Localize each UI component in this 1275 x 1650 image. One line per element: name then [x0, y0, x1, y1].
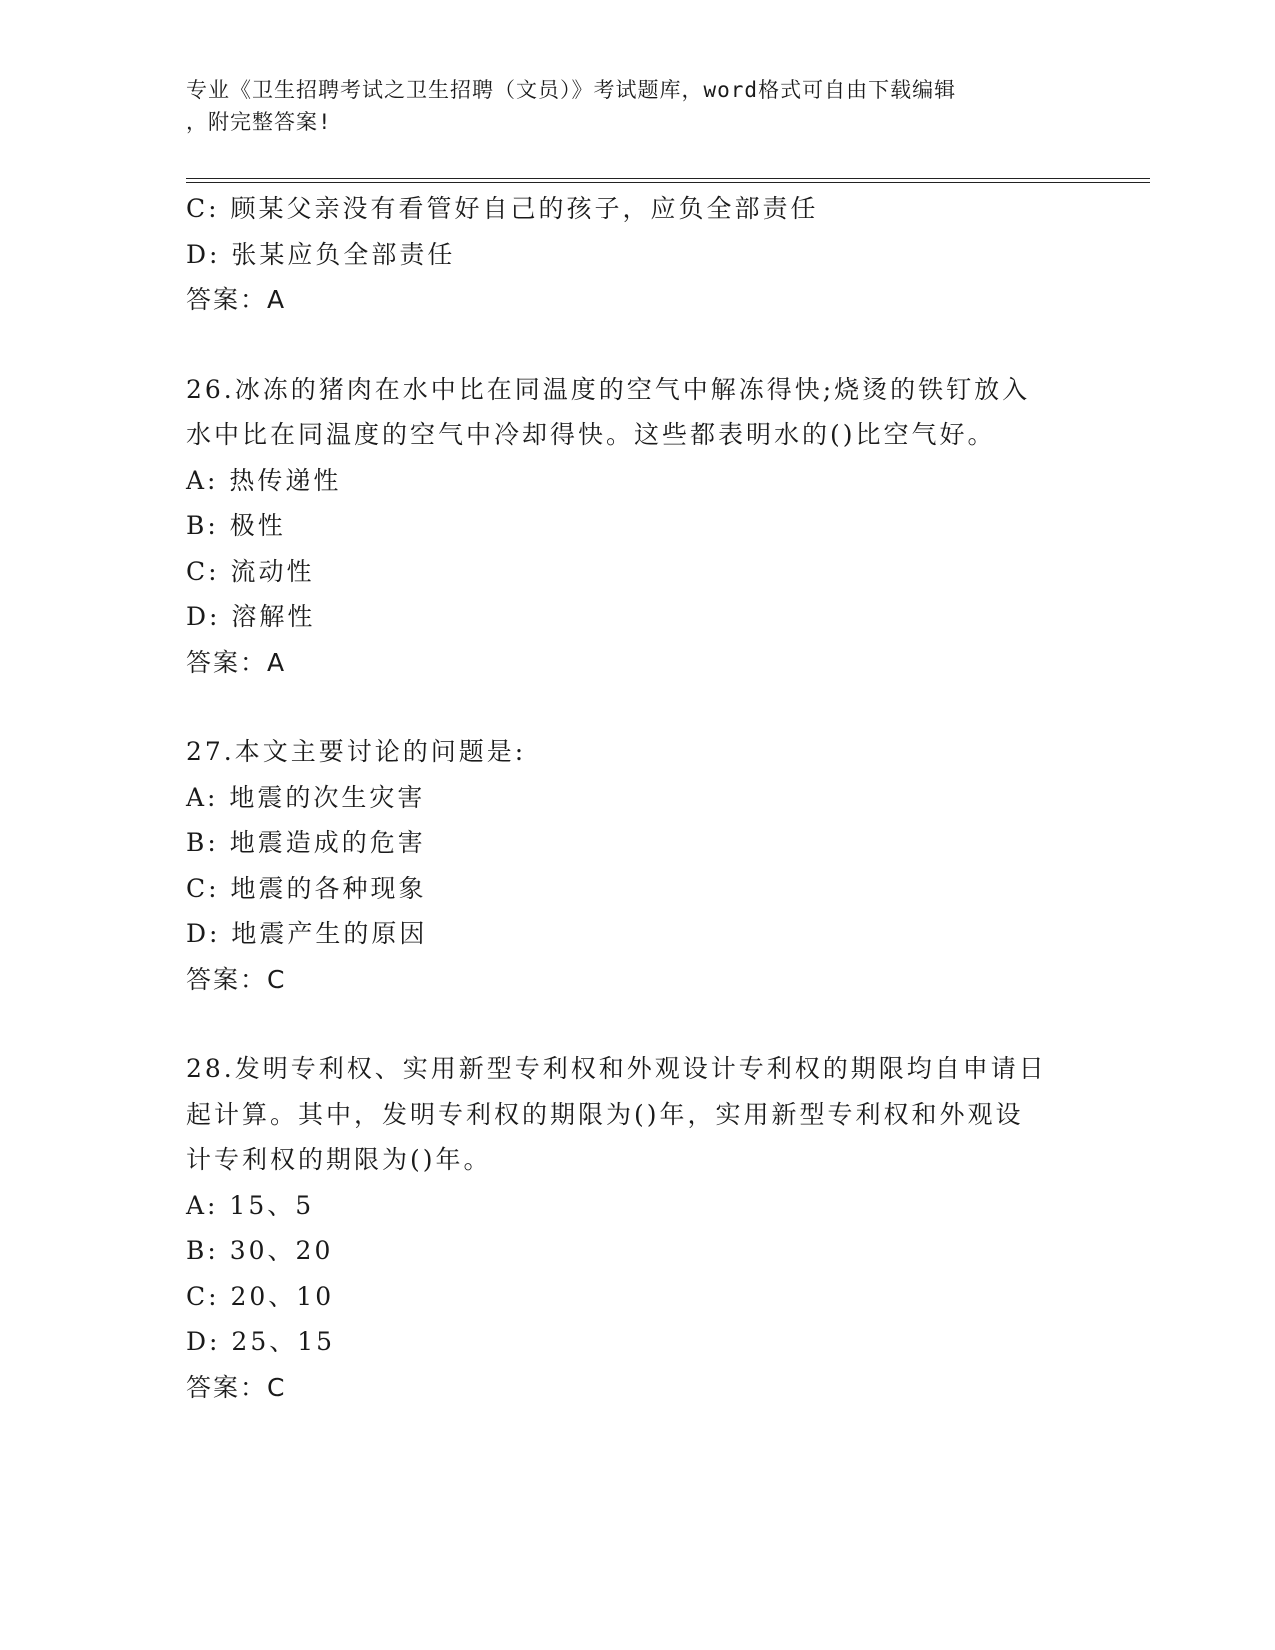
header-divider-top — [186, 178, 1150, 179]
question-text-line: 水中比在同温度的空气中冷却得快。这些都表明水的()比空气好。 — [186, 420, 996, 449]
question-text-line: 28.发明专利权、实用新型专利权和外观设计专利权的期限均自申请日 — [186, 1054, 1047, 1083]
document-header — [186, 74, 1066, 138]
option-a: A: 热传递性 — [186, 465, 342, 495]
option-d: D: 溶解性 — [186, 602, 316, 631]
question-28 — [186, 1046, 1086, 1410]
question-list — [186, 186, 1086, 1410]
spacer — [186, 685, 1086, 729]
option-a: A: 地震的次生灾害 — [186, 782, 426, 812]
spacer — [186, 323, 1086, 367]
question-27 — [186, 729, 1086, 1002]
previous-question-tail — [186, 186, 1086, 323]
answer-line: 答案：C — [186, 964, 287, 994]
option-b: B: 地震造成的危害 — [186, 828, 426, 857]
answer-line: 答案：A — [186, 285, 287, 314]
option-c: C: 地震的各种现象 — [186, 873, 427, 903]
option-d: D: 张某应负全部责任 — [186, 239, 456, 269]
option-d: D: 25、15 — [186, 1327, 336, 1356]
option-a: A: 15、5 — [186, 1190, 315, 1220]
option-d: D: 地震产生的原因 — [186, 919, 428, 948]
header-divider-bottom — [186, 182, 1150, 183]
question-text-line: 起计算。其中，发明专利权的期限为()年，实用新型专利权和外观设 — [186, 1099, 1024, 1129]
option-c: C: 20、10 — [186, 1281, 335, 1311]
question-text-line: 计专利权的期限为()年。 — [186, 1145, 492, 1174]
answer-line: 答案：C — [186, 1372, 287, 1402]
question-26 — [186, 367, 1086, 686]
option-b: B: 极性 — [186, 511, 286, 540]
answer-line: 答案：A — [186, 647, 287, 677]
option-c: C: 顾某父亲没有看管好自己的孩子，应负全部责任 — [186, 194, 819, 223]
option-c: C: 流动性 — [186, 556, 315, 586]
option-b: B: 30、20 — [186, 1236, 334, 1265]
spacer — [186, 1002, 1086, 1046]
header-line-2: ，附完整答案! — [186, 110, 332, 134]
question-text-line: 27.本文主要讨论的问题是: — [186, 737, 527, 766]
header-line-1: 专业《卫生招聘考试之卫生招聘（文员）》考试题库，word格式可自由下载编辑 — [186, 78, 957, 102]
question-text-line: 26.冰冻的猪肉在水中比在同温度的空气中解冻得快;烧烫的铁钉放入 — [186, 374, 1031, 404]
